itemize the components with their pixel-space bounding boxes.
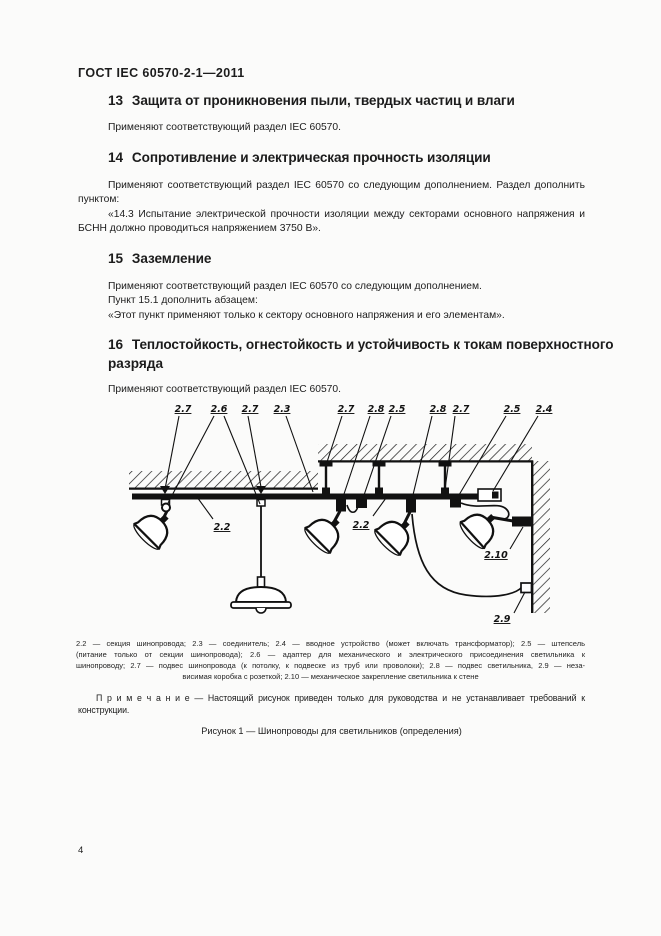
feed-in-plug bbox=[492, 492, 499, 499]
section-16-body bbox=[78, 383, 585, 397]
wall-hatch bbox=[533, 461, 550, 613]
callout-2-6: 2.6 bbox=[210, 404, 228, 415]
plug-box bbox=[450, 500, 461, 508]
paragraph: «14.3 Испытание электрической прочности изоляции между секторами основного напряжения и БСНН должно проводиться напряжением 3750 В». bbox=[78, 208, 585, 235]
label-2-9: 2.9 bbox=[493, 614, 511, 625]
section-title: Теплостойкость, огнестойкость и устойчивость к токам поверхностного bbox=[131, 337, 614, 352]
section-number: 13 bbox=[108, 93, 123, 108]
page-number: 4 bbox=[78, 845, 84, 856]
section-14-heading bbox=[108, 150, 491, 165]
paragraph: Применяют соответствующий раздел IEC 60570. bbox=[108, 122, 341, 133]
section-title: Заземление bbox=[131, 251, 212, 266]
callout-2-7: 2.7 bbox=[337, 404, 355, 415]
figure-legend bbox=[76, 638, 585, 682]
track-hanger-clip bbox=[256, 486, 266, 494]
ceiling-hatch-left bbox=[129, 471, 318, 488]
figure-caption: Рисунок 1 — Шинопроводы для светильников (определения) bbox=[201, 726, 462, 736]
section-14-body bbox=[78, 179, 585, 237]
doc-header: ГОСТ IEC 60570-2-1—2011 bbox=[78, 66, 245, 80]
callout-2-4: 2.4 bbox=[535, 404, 553, 415]
paragraph: Применяют соответствующий раздел IEC 60570. bbox=[108, 384, 341, 395]
legend-line: висимая коробка с розеткой; 2.10 — механическое закрепление светильника к стене bbox=[182, 672, 479, 681]
figure-1-diagram bbox=[64, 400, 564, 638]
callout-2-7: 2.7 bbox=[241, 404, 259, 415]
section-number: 14 bbox=[108, 150, 123, 165]
wall-outlet-box bbox=[521, 583, 532, 593]
section-title: Сопротивление и электрическая прочность изоляции bbox=[131, 150, 491, 165]
section-number: 16 bbox=[108, 337, 123, 352]
paragraph: Применяют соответствующий раздел IEC 60570 со следующим дополнением. bbox=[108, 281, 482, 292]
section-16-heading-line2: разряда bbox=[108, 356, 164, 371]
section-16-heading bbox=[108, 337, 613, 352]
section-15-heading bbox=[108, 251, 211, 266]
callout-2-7: 2.7 bbox=[174, 404, 192, 415]
callout-2-5: 2.5 bbox=[388, 404, 406, 415]
legend-line: (питание только от секции шинопровода); 2.6 — адаптер для механического и электрического присоединения светильника к bbox=[76, 650, 585, 659]
callout-2-3: 2.3 bbox=[273, 404, 291, 415]
label-2-10: 2.10 bbox=[484, 550, 508, 561]
callout-2-8: 2.8 bbox=[367, 404, 385, 415]
pendant-lamp bbox=[231, 500, 291, 614]
paragraph: Пункт 15.1 дополнить абзацем: bbox=[108, 295, 258, 307]
legend-line: 2.2 — секция шинопровода; 2.3 — соединитель; 2.4 — вводное устройство (может включать трансформатор); 2.5 — штепсель bbox=[76, 639, 585, 648]
callout-2-5: 2.5 bbox=[503, 404, 521, 415]
section-13-heading bbox=[108, 93, 515, 108]
paragraph: Применяют соответствующий раздел IEC 60570 со следующим дополнением. Раздел дополнить пунктом: bbox=[78, 180, 585, 206]
paragraph: «Этот пункт применяют только к сектору основного напряжения и его элементам». bbox=[108, 309, 505, 321]
suspension-rods bbox=[320, 461, 452, 494]
spotlight bbox=[131, 500, 179, 553]
section-13-body bbox=[78, 121, 585, 135]
label-2-2: 2.2 bbox=[213, 522, 231, 533]
wall-spotlight bbox=[457, 503, 531, 551]
track-connector bbox=[308, 495, 320, 498]
callout-2-8: 2.8 bbox=[429, 404, 447, 415]
section-number: 15 bbox=[108, 251, 123, 266]
spotlight bbox=[302, 500, 350, 557]
label-2-2: 2.2 bbox=[352, 520, 370, 531]
section-15-body bbox=[78, 280, 585, 323]
track-bar bbox=[132, 494, 500, 500]
section-title: Защита от проникновения пыли, твердых частиц и влаги bbox=[131, 93, 515, 108]
legend-line: шинопроводу; 2.7 — подвес шинопровода (к потолку, к подвеске из труб или проволоки); 2.8 — подвес светильника, 2.9 — неза- bbox=[76, 661, 585, 670]
callout-2-7: 2.7 bbox=[452, 404, 470, 415]
figure-note: П р и м е ч а н и е — Настоящий рисунок приведен только для руководства и не устанавливает требований к конструкции. bbox=[78, 693, 585, 716]
